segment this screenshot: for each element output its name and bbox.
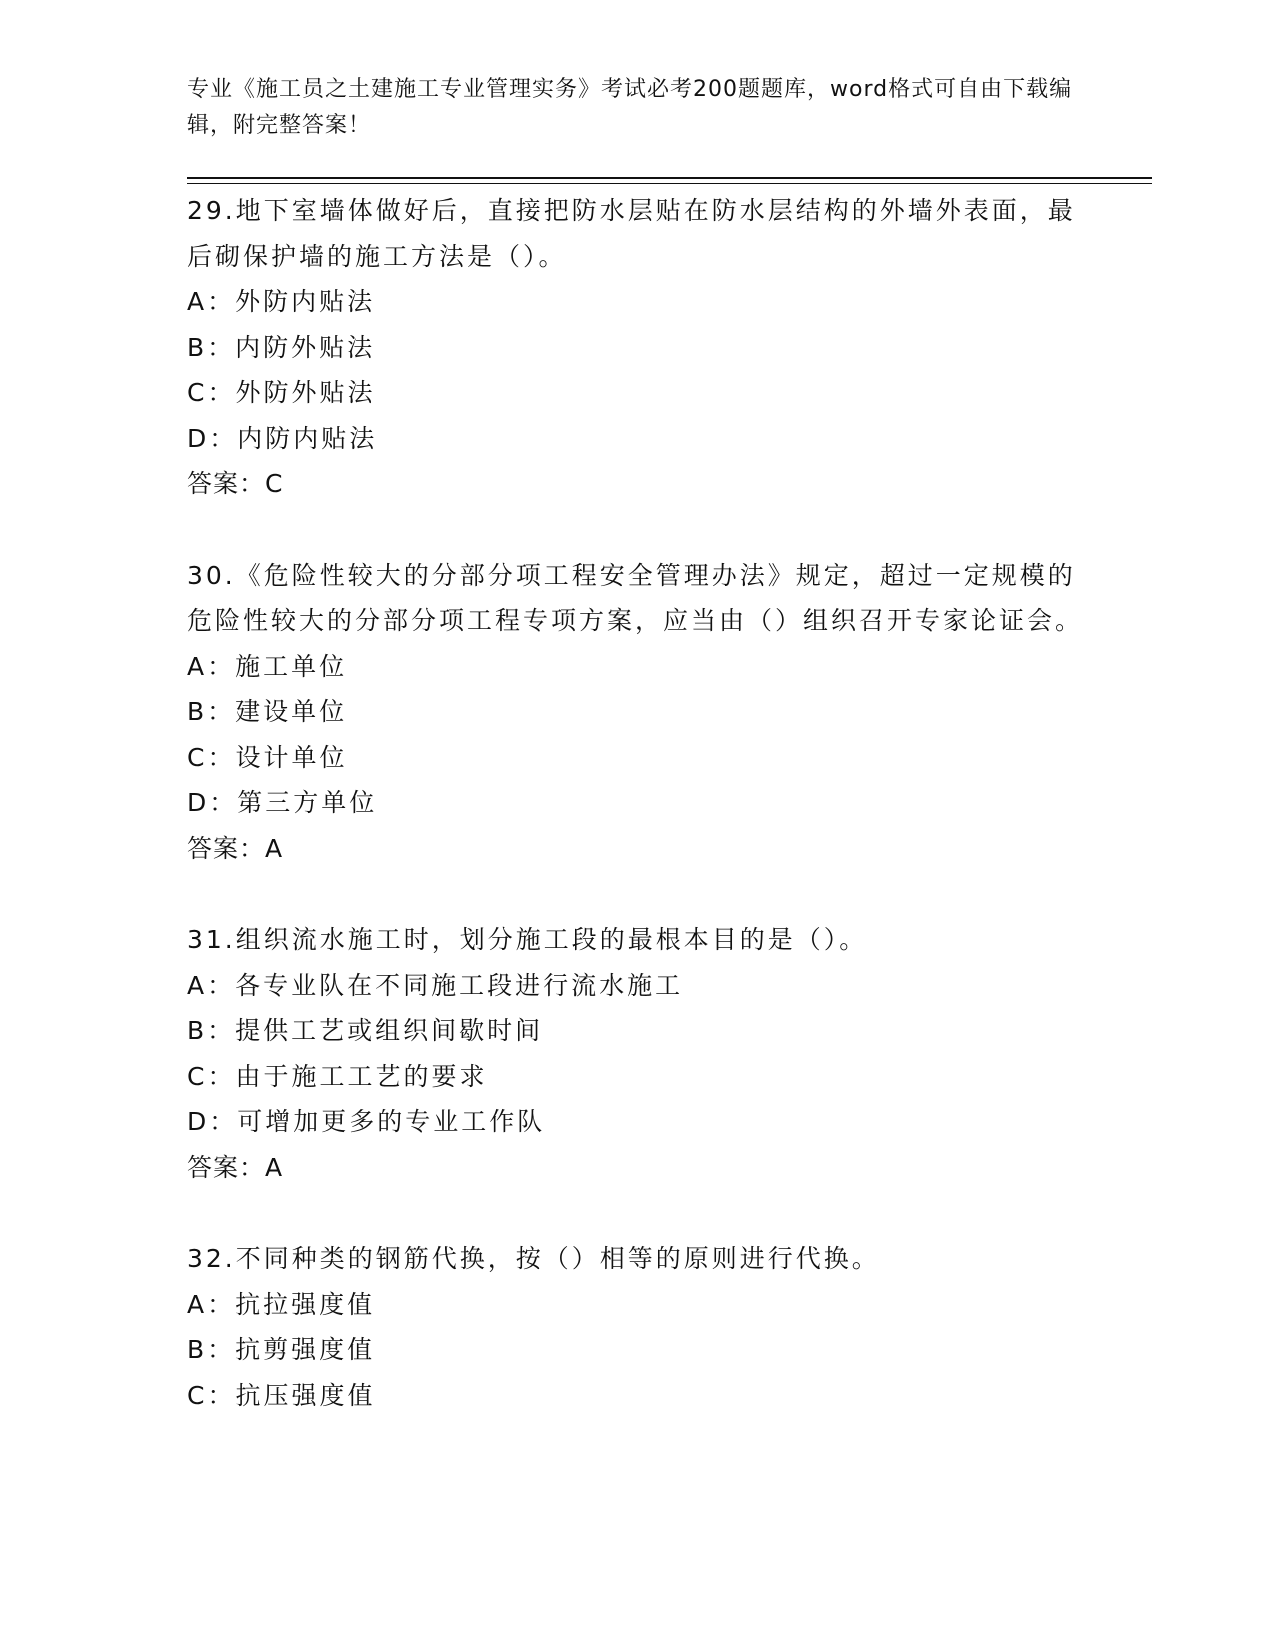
document-header: 专业《施工员之土建施工专业管理实务》考试必考200题题库，word格式可自由下载编辑，附完整答案！ [187,77,1073,138]
question-31 [187,917,1087,1190]
option-a: A：施工单位 [187,651,348,681]
option-b: B：建设单位 [187,697,348,726]
question-29 [187,188,1087,507]
question-stem: 32.不同种类的钢筋代换，按（）相等的原则进行代换。 [187,1244,880,1273]
option-b: B：抗剪强度值 [187,1335,376,1364]
question-32 [187,1236,1087,1418]
option-c: C：由于施工工艺的要求 [187,1061,488,1091]
option-d: D：第三方单位 [187,788,378,817]
option-b: B：提供工艺或组织间歇时间 [187,1016,544,1045]
question-stem: 30.《危险性较大的分部分项工程安全管理办法》规定，超过一定规模的危险性较大的分部分项工程专项方案，应当由（）组织召开专家论证会。 [187,560,1084,635]
question-30 [187,553,1087,872]
question-stem: 31.组织流水施工时，划分施工段的最根本目的是（）。 [187,925,868,954]
option-a: A：外防内贴法 [187,287,376,316]
option-a: A：抗拉强度值 [187,1289,376,1319]
option-b: B：内防外贴法 [187,332,376,362]
header-rule-thin [187,183,1152,184]
option-c: C：外防外贴法 [187,378,376,407]
answer: 答案：C [187,469,284,498]
answer: 答案：A [187,833,284,863]
question-stem: 29.地下室墙体做好后，直接把防水层贴在防水层结构的外墙外表面，最后砌保护墙的施工方法是（）。 [187,196,1076,271]
option-d: D：可增加更多的专业工作队 [187,1107,546,1136]
answer: 答案：A [187,1152,284,1182]
question-list [187,188,1087,1464]
option-c: C：设计单位 [187,742,348,772]
option-c: C：抗压强度值 [187,1380,376,1410]
option-d: D：内防内贴法 [187,423,378,453]
option-a: A：各专业队在不同施工段进行流水施工 [187,970,684,1000]
header-rule-thick [187,177,1152,179]
